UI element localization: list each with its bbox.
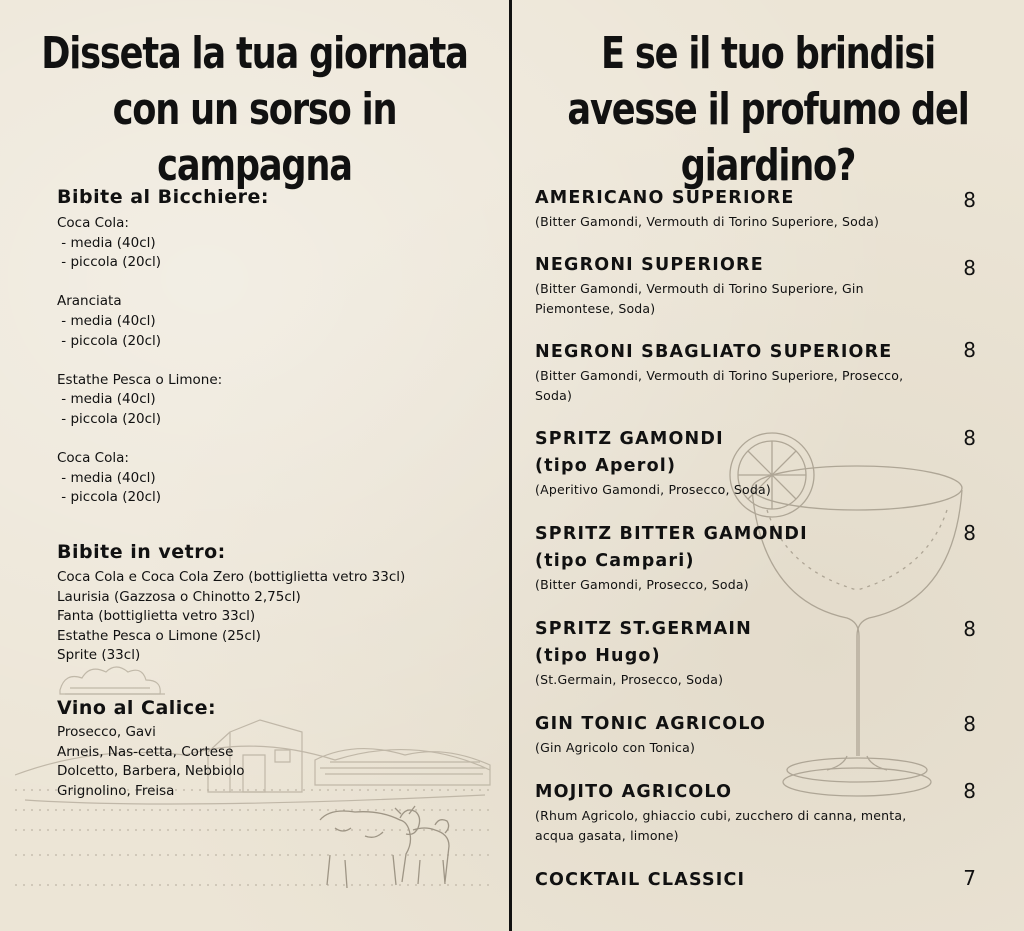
drink-americano-superiore (535, 185, 980, 232)
drink-price: 8 (963, 521, 976, 545)
bibite-vetro-list (57, 568, 405, 666)
list-item: Estathe Pesca o Limone (25cl) (57, 627, 261, 644)
drink-description-line: Piemontese, Soda) (535, 300, 656, 316)
drink-cocktail-classici (535, 867, 980, 894)
drink-price: 8 (963, 256, 976, 280)
list-item: - piccola (20cl) (57, 489, 162, 506)
right-headline-line-2: avesse il profumo del (567, 84, 969, 135)
drink-name (535, 521, 980, 575)
drink-name-line: (tipo Campari) (535, 551, 695, 571)
section-title-bibite-vetro: Bibite in vetro: (57, 541, 226, 563)
list-item: - piccola (20cl) (57, 254, 162, 271)
drink-description-line: (Bitter Gamondi, Vermouth di Torino Superiore, Gin (535, 281, 864, 296)
drink-spritz-st-germain (535, 616, 980, 690)
drink-name-line: SPRITZ ST.GERMAIN (535, 619, 752, 639)
drink-price: 7 (963, 866, 976, 890)
drink-name-line: SPRITZ GAMONDI (535, 429, 724, 449)
drink-description: (Bitter Gamondi, Prosecco, Soda) (535, 577, 749, 592)
drink-spritz-bitter-gamondi (535, 521, 980, 595)
list-spacer (57, 273, 222, 293)
drink-description: (St.Germain, Prosecco, Soda) (535, 672, 724, 687)
right-headline (531, 26, 1005, 194)
left-headline-line-2: con un sorso in (112, 84, 397, 135)
drink-name: MOJITO AGRICOLO (535, 782, 733, 802)
drink-description-line: acqua gasata, limone) (535, 827, 679, 843)
drink-description-line: (Bitter Gamondi, Vermouth di Torino Superiore, Prosecco, (535, 368, 904, 383)
right-headline-line-1: E se il tuo brindisi (600, 28, 936, 79)
drink-name (535, 426, 980, 480)
drink-gin-tonic-agricolo (535, 711, 980, 758)
drink-name-line: SPRITZ BITTER GAMONDI (535, 524, 808, 544)
right-headline-line-3: giardino? (680, 140, 856, 191)
left-headline (19, 26, 490, 194)
drink-mojito-agricolo (535, 779, 980, 845)
list-item: Coca Cola: (57, 215, 129, 231)
list-item: Grignolino, Freisa (57, 782, 175, 799)
drink-name: AMERICANO SUPERIORE (535, 188, 795, 208)
drink-price: 8 (963, 188, 976, 212)
left-headline-line-3: campagna (157, 140, 352, 191)
left-column (0, 0, 509, 931)
right-column (512, 0, 1024, 931)
drink-name (535, 616, 980, 670)
drink-name-line: (tipo Aperol) (535, 456, 677, 476)
list-item: - piccola (20cl) (57, 410, 162, 427)
list-item: Fanta (bottiglietta vetro 33cl) (57, 608, 256, 625)
drink-description: (Bitter Gamondi, Vermouth di Torino Superiore, Soda) (535, 214, 880, 229)
bibite-bicchiere-list (57, 214, 222, 508)
list-item: Coca Cola e Coca Cola Zero (bottiglietta vetro 33cl) (57, 569, 406, 585)
drink-name: GIN TONIC AGRICOLO (535, 714, 767, 734)
list-spacer (57, 351, 222, 371)
left-headline-line-1: Disseta la tua giornata (41, 28, 468, 79)
drink-description (535, 366, 980, 405)
list-item: Dolcetto, Barbera, Nebbiolo (57, 763, 245, 780)
list-item: Sprite (33cl) (57, 647, 141, 664)
drink-description-line: Soda) (535, 387, 573, 403)
list-item: Laurisia (Gazzosa o Chinotto 2,75cl) (57, 588, 301, 605)
drink-description (535, 279, 980, 318)
list-item: - piccola (20cl) (57, 332, 162, 349)
list-item: Coca Cola: (57, 450, 129, 467)
list-item: - media (40cl) (57, 391, 156, 408)
drink-price: 8 (963, 617, 976, 641)
drink-spritz-gamondi (535, 426, 980, 500)
drink-price: 8 (963, 338, 976, 362)
drink-description-line: (Rhum Agricolo, ghiaccio cubi, zucchero di canna, menta, (535, 808, 907, 823)
section-title-vino-calice: Vino al Calice: (57, 697, 217, 719)
drink-name: NEGRONI SBAGLIATO SUPERIORE (535, 342, 893, 362)
drink-name: NEGRONI SUPERIORE (535, 255, 764, 275)
list-item: Aranciata (57, 293, 122, 310)
drink-negroni-sbagliato-superiore (535, 339, 980, 405)
section-title-bibite-bicchiere: Bibite al Bicchiere: (57, 186, 269, 208)
drink-description (535, 806, 980, 845)
drink-price: 8 (963, 426, 976, 450)
list-item: Arneis, Nas-cetta, Cortese (57, 743, 234, 760)
drink-description: (Aperitivo Gamondi, Prosecco, Soda) (535, 482, 771, 497)
drink-description: (Gin Agricolo con Tonica) (535, 740, 696, 755)
drink-name: COCKTAIL CLASSICI (535, 870, 746, 890)
list-spacer (57, 430, 222, 450)
drink-price: 8 (963, 712, 976, 736)
drink-name-line: (tipo Hugo) (535, 646, 661, 666)
list-item: - media (40cl) (57, 469, 156, 486)
list-item: - media (40cl) (57, 234, 156, 251)
drink-price: 8 (963, 779, 976, 803)
drink-negroni-superiore (535, 252, 980, 318)
list-item: Prosecco, Gavi (57, 724, 156, 740)
vino-calice-list (57, 723, 245, 801)
list-item: - media (40cl) (57, 312, 156, 329)
list-item: Estathe Pesca o Limone: (57, 371, 223, 388)
